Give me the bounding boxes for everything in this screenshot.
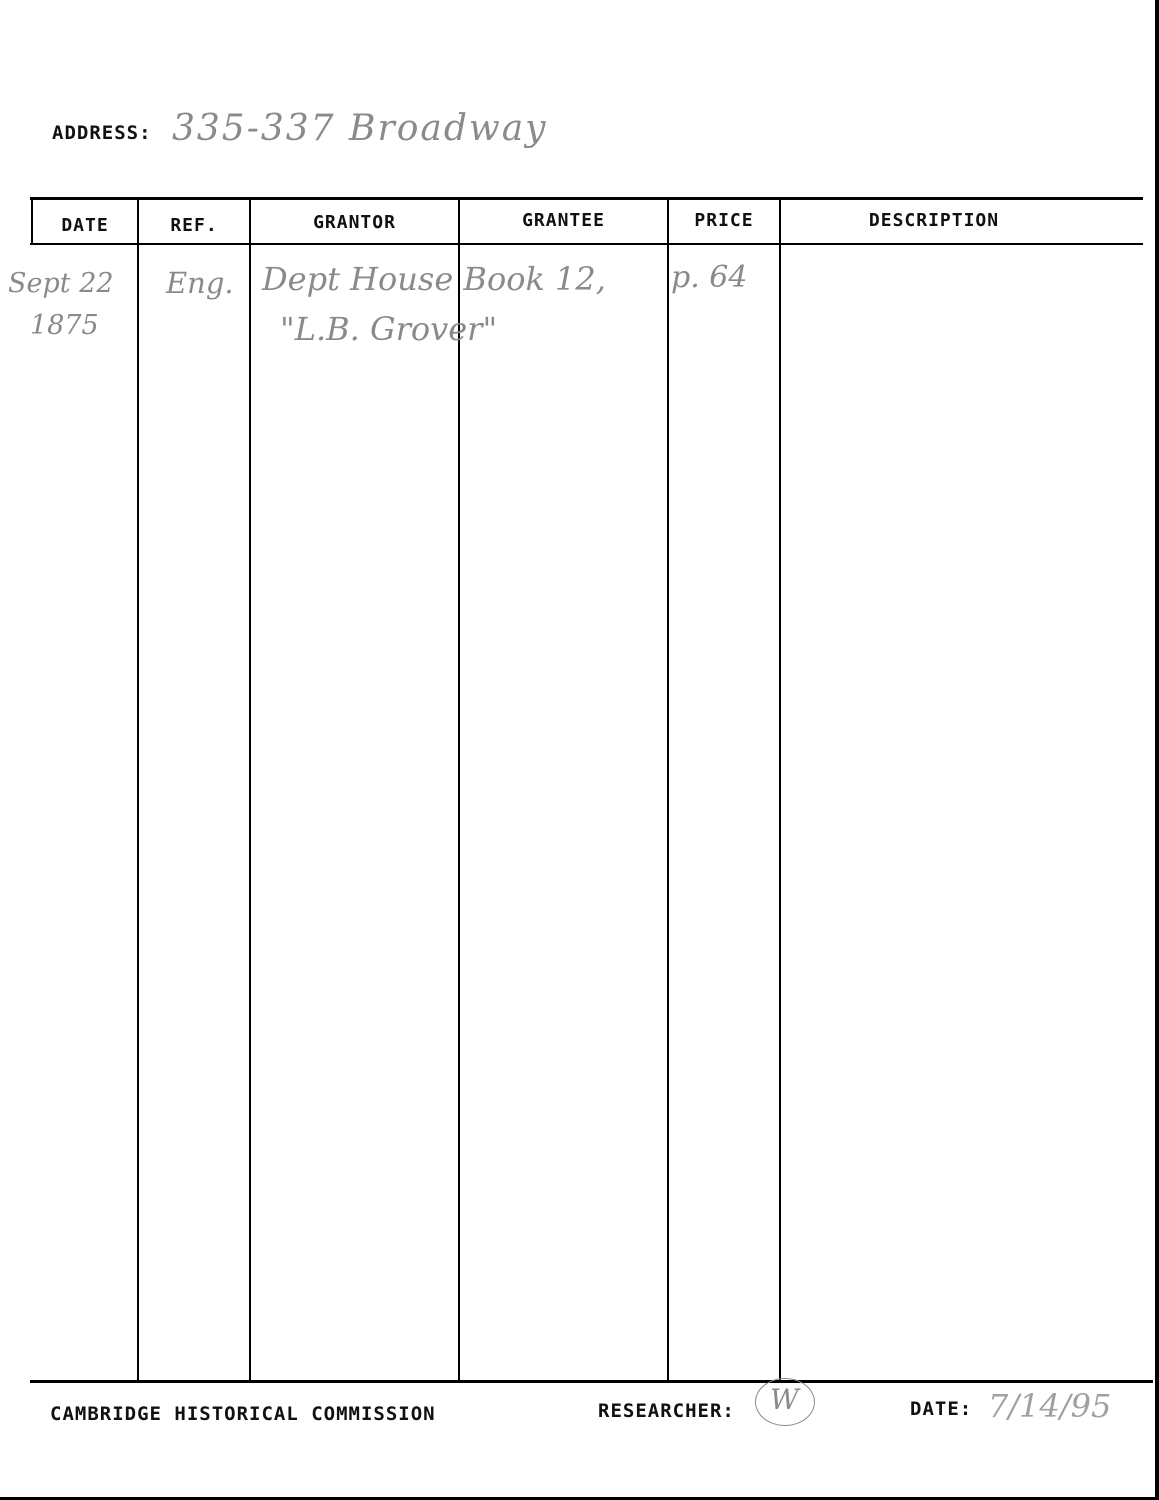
column-divider-grantee-price <box>667 199 669 1382</box>
commission-name: CAMBRIDGE HISTORICAL COMMISSION <box>50 1403 436 1425</box>
column-header-grantor: GRANTOR <box>313 212 396 233</box>
date-value: 7/14/95 <box>988 1387 1112 1425</box>
entry-price: p. 64 <box>671 260 748 295</box>
column-divider-ref-grantor <box>249 199 251 1382</box>
researcher-label: RESEARCHER: <box>598 1400 735 1422</box>
researcher-value: W <box>770 1383 799 1416</box>
column-divider-price-description <box>779 199 781 1382</box>
entry-date-line2: 1875 <box>30 310 99 341</box>
date-label: DATE: <box>910 1398 973 1420</box>
entry-date-line1: Sept 22 <box>8 268 114 299</box>
address-label: ADDRESS: <box>52 122 152 144</box>
column-header-price: PRICE <box>694 210 754 231</box>
column-header-grantee: GRANTEE <box>522 210 605 231</box>
table-header-divider <box>30 243 1143 245</box>
entry-ref: Eng. <box>166 266 234 300</box>
entry-text-line1: Dept House Book 12, <box>262 260 606 298</box>
column-header-ref: REF. <box>170 215 218 236</box>
table-top-border <box>30 197 1143 200</box>
address-value: 335-337 Broadway <box>172 108 548 149</box>
column-divider-grantor-grantee <box>458 199 460 1382</box>
column-header-description: DESCRIPTION <box>868 210 1000 231</box>
column-divider-date-ref <box>137 199 139 1382</box>
table-bottom-border <box>30 1380 1153 1383</box>
entry-text-line2: "L.B. Grover" <box>280 310 498 348</box>
column-header-date: DATE <box>61 215 109 236</box>
page-edge-right <box>1155 0 1159 1500</box>
